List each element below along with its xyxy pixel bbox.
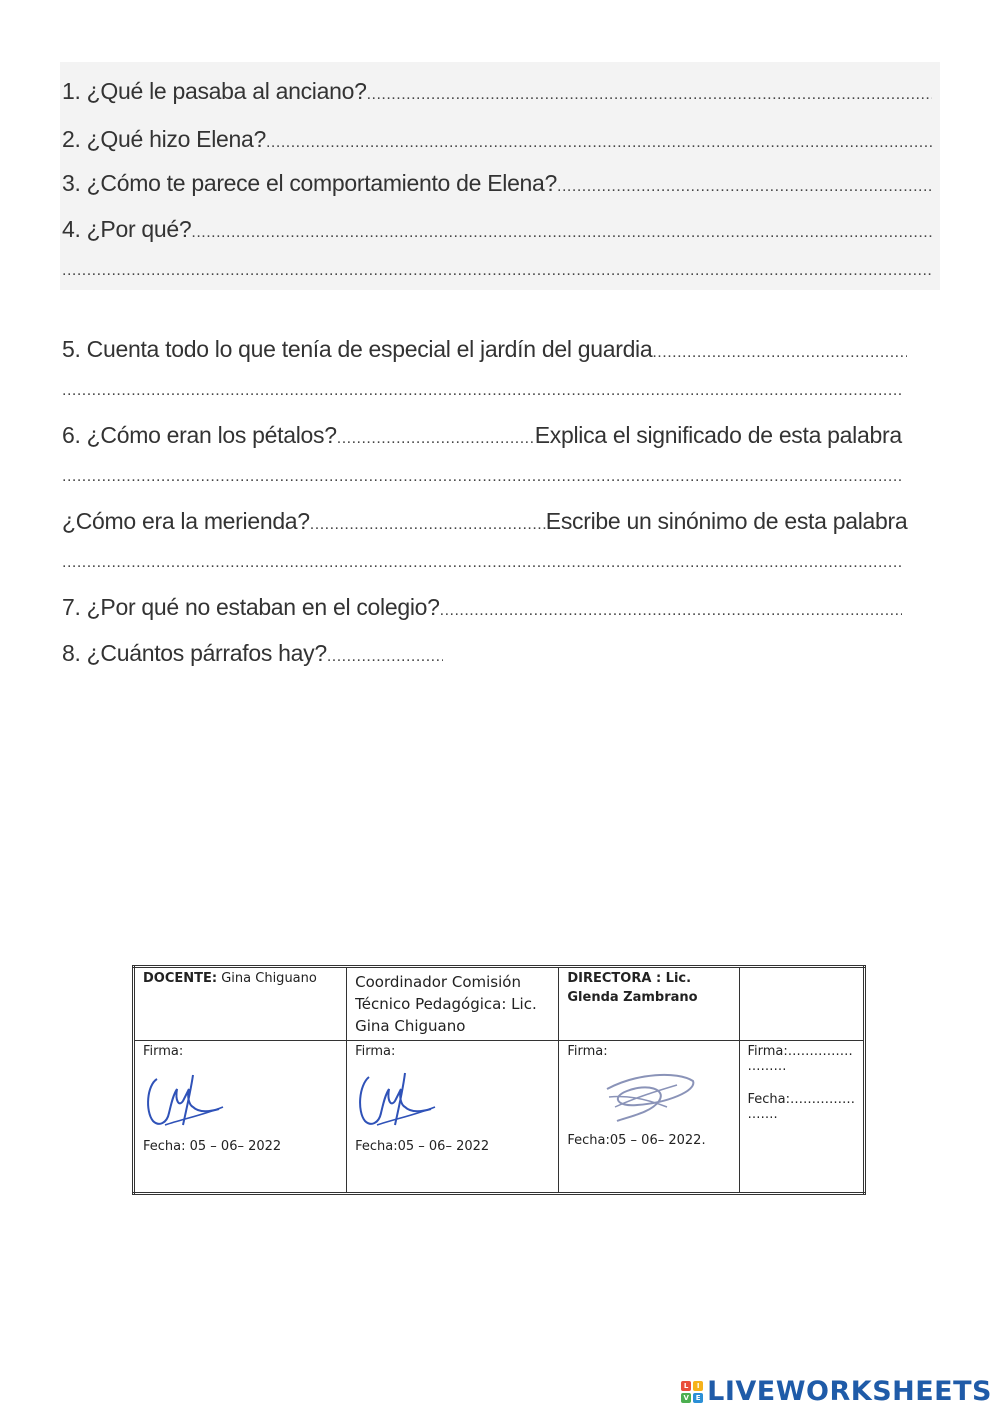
fecha-dots: ……. (747, 1107, 778, 1122)
question-1-text: 1. ¿Qué le pasaba al anciano? (62, 78, 367, 104)
fecha-label: Fecha:05 – 06– 2022 (355, 1139, 490, 1154)
question-3 (62, 170, 932, 197)
liveworksheets-logo[interactable] (681, 1376, 992, 1407)
coordinador-firma-cell (347, 1041, 559, 1194)
docente-cell (134, 967, 347, 1041)
docente-firma-cell (134, 1041, 347, 1194)
logo-mark-e: E (693, 1393, 703, 1403)
answer-line[interactable] (327, 648, 443, 666)
question-2-text: 2. ¿Qué hizo Elena? (62, 126, 266, 152)
empty-firma-cell (739, 1041, 865, 1194)
question-5-text: 5. Cuenta todo lo que tenía de especial el jardín del guardia (62, 336, 653, 362)
directora-firma-cell (559, 1041, 739, 1194)
question-6-merienda-continuation (62, 554, 902, 572)
empty-header-cell (739, 967, 865, 1041)
question-6-merienda-text: ¿Cómo era la merienda? (62, 508, 310, 534)
question-8-text: 8. ¿Cuántos párrafos hay? (62, 640, 327, 666)
answer-line[interactable] (62, 382, 902, 400)
answer-line[interactable] (62, 468, 902, 486)
logo-text: LIVEWORKSHEETS (707, 1376, 992, 1407)
question-6-continuation (62, 468, 902, 486)
directora-label: DIRECTORA : Lic. (567, 971, 692, 986)
question-4 (62, 216, 932, 243)
question-3-text: 3. ¿Cómo te parece el comportamiento de Elena? (62, 170, 558, 196)
firma-dots: ……… (747, 1059, 787, 1074)
question-1 (62, 78, 932, 105)
directora-name: Glenda Zambrano (567, 990, 698, 1005)
question-6 (62, 422, 912, 449)
fecha-label: Fecha:05 – 06– 2022. (567, 1133, 706, 1148)
answer-line[interactable] (652, 344, 907, 362)
logo-mark-i: I (693, 1381, 703, 1391)
logo-mark-v: V (681, 1393, 691, 1403)
question-2 (62, 126, 932, 153)
answer-line[interactable] (191, 224, 932, 242)
question-6-text: 6. ¿Cómo eran los pétalos? (62, 422, 337, 448)
firma-label: Firma: (143, 1044, 184, 1059)
question-4-continuation (62, 262, 932, 280)
question-8 (62, 640, 443, 667)
answer-line[interactable] (62, 262, 932, 280)
answer-line[interactable] (266, 134, 932, 152)
docente-signature-image (143, 1067, 229, 1133)
question-4-text: 4. ¿Por qué? (62, 216, 192, 242)
answer-line[interactable] (367, 86, 932, 104)
answer-line[interactable] (557, 178, 932, 196)
coordinador-text: Coordinador Comisión Técnico Pedagógica: Lic. Gina Chiguano (355, 973, 537, 1035)
question-6-merienda (62, 508, 912, 535)
fecha-label: Fecha:…………… (747, 1092, 855, 1107)
firma-label: Firma: (355, 1044, 396, 1059)
question-5-continuation (62, 382, 902, 400)
answer-line[interactable] (62, 554, 902, 572)
coordinador-cell (347, 967, 559, 1041)
firma-label: Firma:…………… (747, 1044, 853, 1059)
coordinador-signature-image (355, 1067, 441, 1133)
answer-line[interactable] (337, 430, 535, 448)
question-7 (62, 594, 902, 621)
docente-name: Gina Chiguano (221, 971, 317, 986)
answer-line[interactable] (440, 602, 902, 620)
logo-mark-l: L (681, 1381, 691, 1391)
question-6-synonym: Escribe un sinónimo de esta palabra (545, 508, 908, 534)
question-7-text: 7. ¿Por qué no estaban en el colegio? (62, 594, 440, 620)
question-6-explain: Explica el significado de esta palabra (534, 422, 902, 448)
directora-signature-image (597, 1067, 697, 1127)
fecha-label: Fecha: 05 – 06– 2022 (143, 1139, 282, 1154)
docente-label: DOCENTE: (143, 971, 218, 986)
directora-cell (559, 967, 739, 1041)
logo-mark-icon (681, 1381, 703, 1403)
answer-line[interactable] (310, 516, 546, 534)
question-5 (62, 336, 907, 363)
signature-table (132, 965, 866, 1195)
firma-label: Firma: (567, 1044, 608, 1059)
